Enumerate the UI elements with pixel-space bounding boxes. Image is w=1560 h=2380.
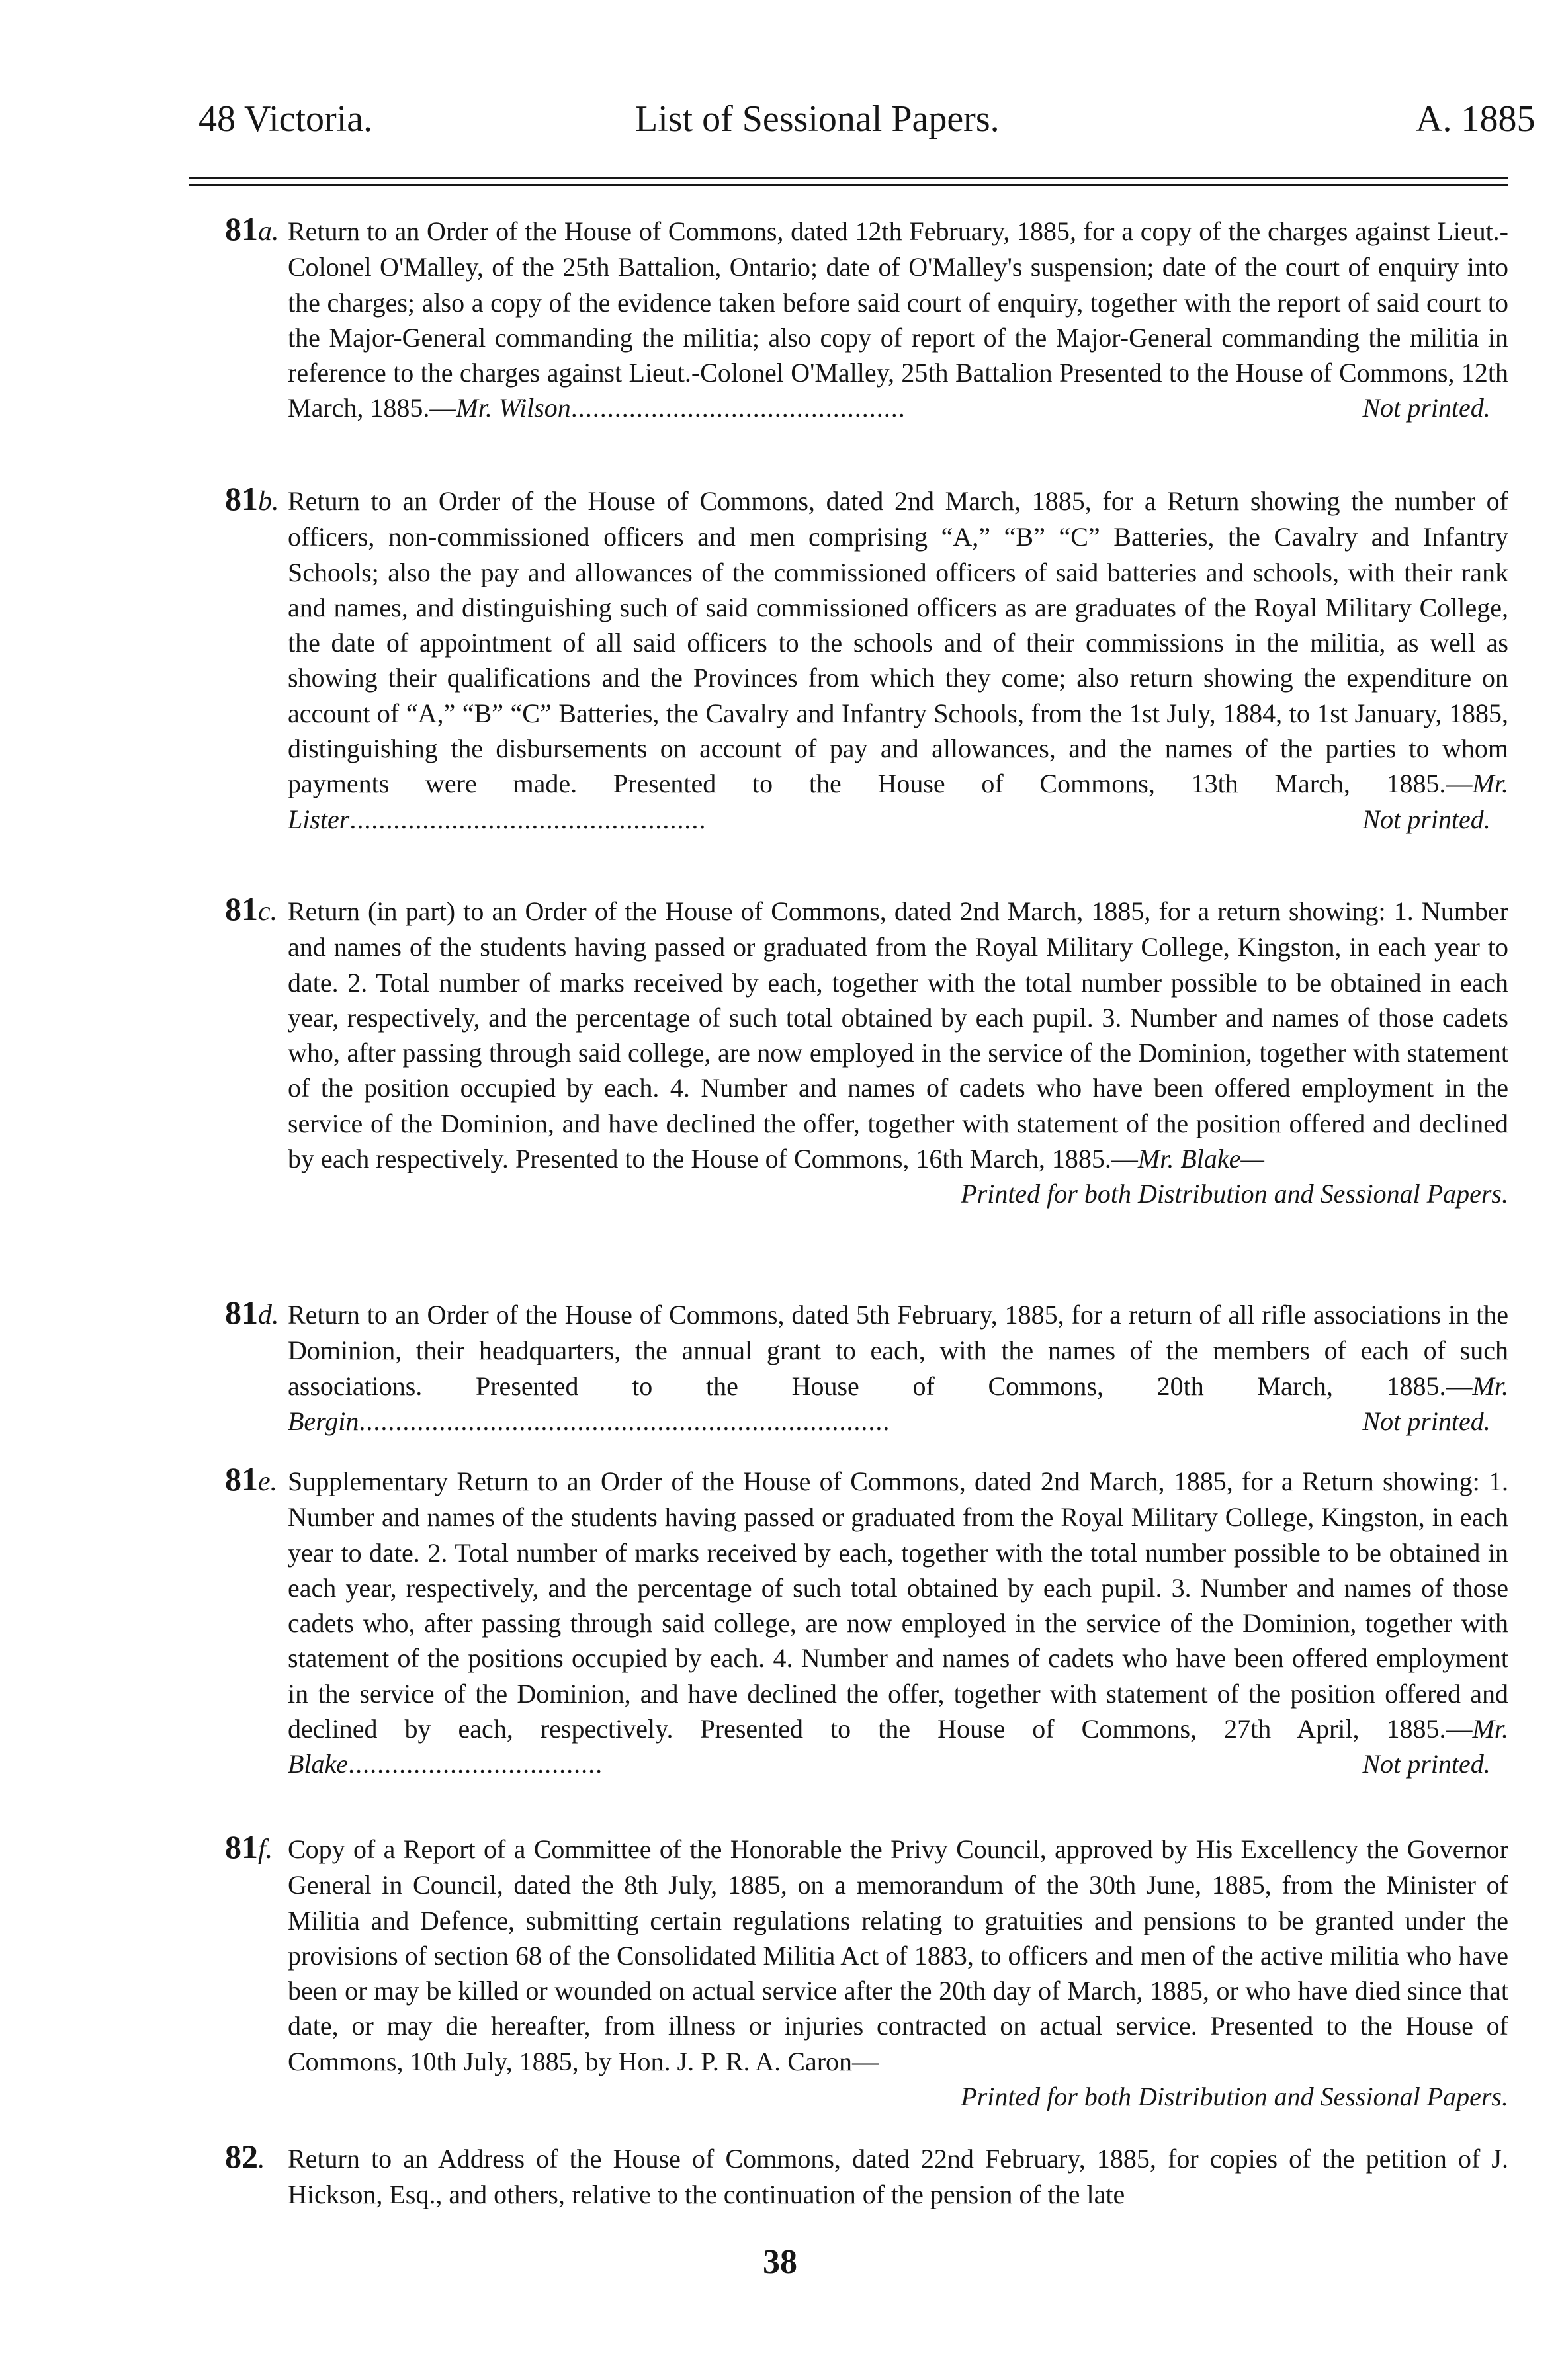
entry-text: Return to an Order of the House of Commons, dated 2nd March, 1885, for a Return showing the number of officers, non-commissioned officers and men comprising “A,” “B” “C” Batteries, the Cavalry and Infantry Schools; also the pay and allowances of the commissioned officers of said batteries and schools, with their rank and names, and distinguishing such of said commissioned officers as are graduates of the Royal Military College, the date of appointment of all said officers to the schools and of their commissions in the militia, as well as showing their qualifications and the Provinces from which they come; also return showing the expenditure on account of “A,” “B” “C” Batteries, the Cavalry and Infantry Schools, from the 1st July, 1884, to 1st January, 1885, distinguishing the disbursements on account of pay and allowances, and the names of the parties to whom payments were made. Presented to the House of Commons, 13th March, 1885.— — [288, 486, 1508, 799]
entry-status: Printed for both Distribution and Sessional Papers. — [961, 1179, 1508, 1209]
entry-status: Printed for both Distribution and Sessional Papers. — [961, 2082, 1508, 2112]
entry-text: Return to an Address of the House of Commons, dated 22nd February, 1885, for copies of the petition of J. Hickson, Esq., and others, relative to the continuation of the pension of the late — [288, 2144, 1508, 2210]
entry-paragraph — [225, 1295, 1508, 1439]
page-number: 38 — [763, 2243, 797, 2281]
entry-81b — [225, 482, 1508, 837]
entry-81a — [225, 212, 1508, 426]
entry-paragraph — [225, 892, 1508, 1176]
entry-81e — [225, 1462, 1508, 1782]
entry-text: Return (in part) to an Order of the House of Commons, dated 2nd March, 1885, for a return showing: 1. Number and names of the students having passed or graduated from the Royal Military College, Kingston, in each year to date. 2. Total number of marks received by each, together with the total number possible to be obtained in each year, respectively, and the percentage of such total obtained by each pupil. 3. Number and names of those cadets who, after passing through said college, are now employed in the service of the Dominion, together with statement of the position occupied by each. 4. Number and names of cadets who have been offered employment in the service of the Dominion, and have declined the offer, together with statement of the position offered and declined by each respectively. Presented to the House of Commons, 16th March, 1885.— — [288, 896, 1508, 1174]
running-header — [0, 93, 1560, 146]
entry-paragraph — [225, 212, 1508, 426]
header-rule-top — [189, 177, 1508, 179]
entry-member: Mr. Bergin — [288, 1371, 1508, 1436]
entry-status: Not printed. — [1362, 393, 1491, 423]
entry-paragraph — [225, 1830, 1508, 2079]
entry-status: Not printed. — [1362, 804, 1491, 834]
entry-member: Mr. Wilson — [456, 393, 571, 423]
entry-member: Mr. Blake — [288, 1714, 1508, 1779]
entry-text: Return to an Order of the House of Commons, dated 5th February, 1885, for a return of all rifle associations in the Dominion, their headquarters, the annual grant to each, with the names of the members of each of such associations. Presented to the House of Commons, 20th March, 1885.— — [288, 1300, 1508, 1401]
entry-number: 81f. — [225, 1828, 273, 1865]
entry-paragraph — [225, 2139, 1508, 2213]
entry-82 — [225, 2139, 1508, 2213]
entry-number: 81b. — [225, 480, 279, 517]
entry-number: 81d. — [225, 1294, 279, 1331]
entry-81f — [225, 1830, 1508, 2114]
entry-member: Mr. Lister — [288, 769, 1508, 834]
entry-text: Return to an Order of the House of Commons, dated 12th February, 1885, for a copy of the charges against Lieut.-Colonel O'Malley, of the 25th Battalion, Ontario; date of O'Malley's suspension; date of the court of enquiry into the charges; also a copy of the evidence taken before said court of enquiry, together with the report of said court to the Major-General commanding the militia; also copy of report of the Major-General commanding the militia in reference to the charges against Lieut.-Colonel O'Malley, 25th Battalion Presented to the House of Commons, 12th March, 1885.— — [288, 216, 1508, 423]
entry-number: 81e. — [225, 1461, 278, 1498]
entry-number: 81a. — [225, 210, 279, 247]
entry-paragraph — [225, 482, 1508, 837]
header-year: A. 1885 — [1416, 99, 1536, 140]
entry-text: Supplementary Return to an Order of the House of Commons, dated 2nd March, 1885, for a Return showing: 1. Number and names of the students having passed or graduated from the Royal Military College, Kingston, in each year to date. 2. Total number of marks received by each, together with the total number possible to be obtained in each year, respectively, and the percentage of such total obtained by each pupil. 3. Number and names of those cadets who, after passing through said college, are now employed in the service of the Dominion, together with statement of the positions occupied by each. 4. Number and names of cadets who have been offered employment in the service of the Dominion, and have declined the offer, together with statement of the position offered and declined by each, respectively. Presented to the House of Commons, 27th April, 1885.— — [288, 1466, 1508, 1744]
header-volume: 48 Victoria. — [198, 99, 373, 140]
entry-text: Copy of a Report of a Committee of the Honorable the Privy Council, approved by His Excellency the Governor General in Council, dated the 8th July, 1885, on a memorandum of the 30th June, 1885, from the Minister of Militia and Defence, submitting certain regulations relating to gratuities and pensions to be granted under the provisions of section 68 of the Consolidated Militia Act of 1883, to officers and men of the active militia who have been or may be killed or wounded on actual service after the 20th day of March, 1885, or who have died since that date, or may die hereafter, from illness or injuries contracted on actual service. Presented to the House of Commons, 10th July, 1885, by Hon. J. P. R. A. Caron— — [288, 1834, 1508, 2076]
leader-dots: ......................................................................... — [359, 1406, 890, 1436]
leader-dots: ................................... — [348, 1749, 603, 1779]
leader-dots: ................................................. — [349, 804, 707, 834]
header-title: List of Sessional Papers. — [635, 99, 1000, 140]
leader-dots: .............................................. — [570, 393, 906, 423]
entry-paragraph — [225, 1462, 1508, 1782]
entry-status: Not printed. — [1362, 1749, 1491, 1779]
entry-81d — [225, 1295, 1508, 1439]
entry-number: 82. — [225, 2138, 265, 2175]
entry-member: Mr. Blake— — [1137, 1144, 1264, 1174]
header-rule-bottom — [189, 184, 1508, 186]
entry-number: 81c. — [225, 890, 278, 927]
entry-status: Not printed. — [1362, 1406, 1491, 1436]
entry-81c — [225, 892, 1508, 1212]
